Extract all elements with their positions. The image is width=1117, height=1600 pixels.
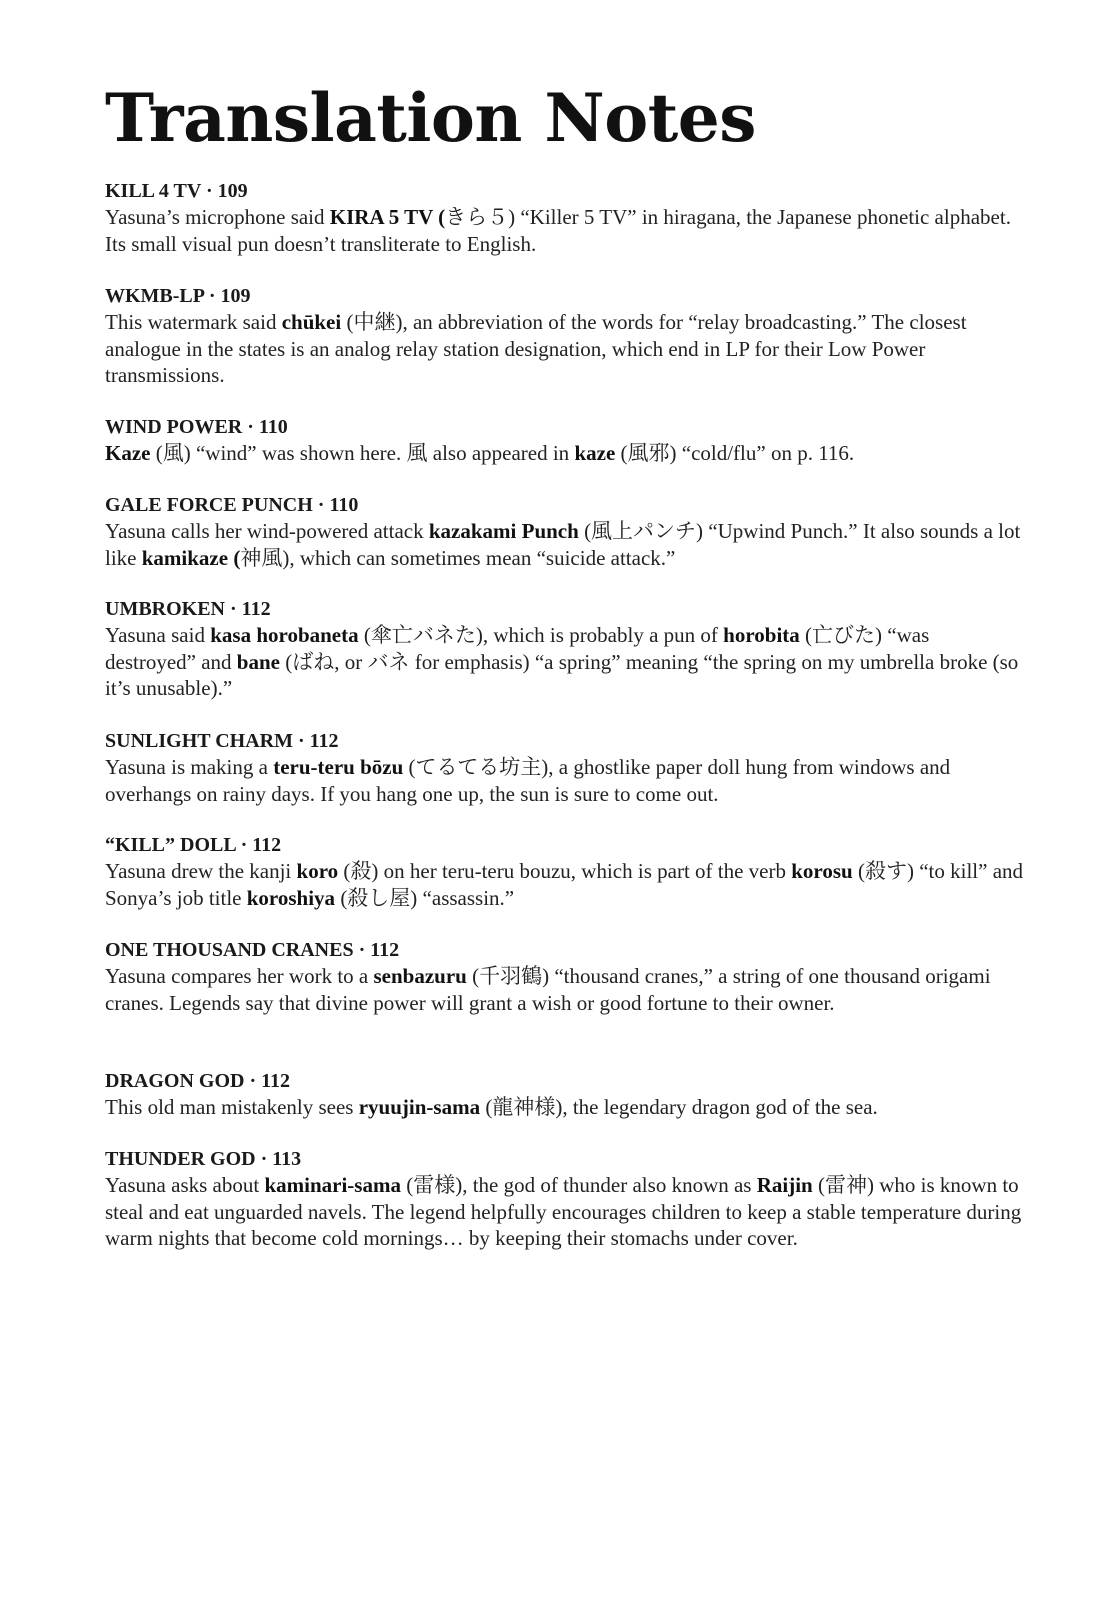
note-term: koroshiya <box>246 885 336 910</box>
note-text: Yasuna asks about <box>105 1173 265 1197</box>
note-body <box>105 858 1025 911</box>
note-gale-force-punch <box>105 492 1025 571</box>
note-text: (雷様), the god of thunder also known as <box>400 1173 757 1197</box>
note-text: (傘亡バネた), which is probably a pun of <box>358 623 724 647</box>
note-heading: DRAGON GOD · 112 <box>105 1070 291 1092</box>
note-text: (千羽鶴) “thousand cranes,” a string of one thousand origami cranes. Legends say that divine power will grant a wish or good fortune to their owner. <box>105 964 991 1015</box>
note-text: This old man mistakenly sees <box>105 1095 359 1119</box>
note-term: ryuujin-sama <box>358 1095 481 1119</box>
note-heading: WIND POWER · 110 <box>105 416 288 438</box>
note-text: Yasuna is making a <box>105 755 274 779</box>
note-dragon-god <box>105 1068 1025 1121</box>
note-thunder-god <box>105 1146 1025 1252</box>
note-body <box>105 518 1025 571</box>
note-one-thousand-cranes <box>105 937 1025 1016</box>
note-text: (ばね, or バネ for emphasis) “a spring” meaning “the spring on my umbrella broke (so it’s unusable).” <box>105 649 1019 700</box>
note-wind-power <box>105 414 1025 467</box>
note-sunlight-charm <box>105 728 1025 807</box>
note-heading: WKMB-LP · 109 <box>105 285 251 307</box>
note-text: きら５) “Killer 5 TV” in hiragana, the Japanese phonetic alphabet. Its small visual pun doesn’t transliterate to English. <box>105 205 1011 256</box>
note-text: Yasuna drew the kanji <box>105 859 297 883</box>
note-term: kamikaze ( <box>141 545 241 570</box>
note-term: kasa horobaneta <box>210 623 359 647</box>
note-text: (てるてる坊主), a ghostlike paper doll hung from windows and overhangs on rainy days. If you hang one up, the sun is sure to come out. <box>105 755 951 806</box>
note-term: kaze <box>574 441 616 465</box>
note-heading: GALE FORCE PUNCH · 110 <box>105 494 359 516</box>
note-text: Yasuna’s microphone said <box>105 205 330 229</box>
note-heading: ONE THOUSAND CRANES · 112 <box>105 939 400 961</box>
note-text: Yasuna said <box>105 623 211 647</box>
note-text: (雷神) who is known to steal and eat unguarded navels. The legend helpfully encourages children to keep a stable temperature during warm nights that become cold mornings… by keeping their stomachs under cover. <box>105 1173 1022 1250</box>
note-text: (龍神様), the legendary dragon god of the sea. <box>480 1095 878 1119</box>
note-term: bane <box>236 649 280 674</box>
note-text: (風) “wind” was shown here. 風 also appeared in <box>150 441 575 465</box>
note-term: senbazuru <box>373 964 467 988</box>
note-body <box>105 1094 1025 1121</box>
note-term: kaminari-sama <box>264 1173 401 1197</box>
note-kill-4-tv <box>105 178 1025 257</box>
note-text: Yasuna compares her work to a <box>105 964 374 988</box>
note-kill-doll <box>105 832 1025 911</box>
note-term: kazakami Punch <box>428 519 579 543</box>
note-text: (中継), an abbreviation of the words for “relay broadcasting.” The closest analogue in the states is an analog relay station designation, which end in LP for their Low Power transmissions. <box>105 310 967 387</box>
note-heading: KILL 4 TV · 109 <box>105 180 248 202</box>
note-text: (殺し屋) “assassin.” <box>335 885 515 910</box>
note-heading: THUNDER GOD · 113 <box>105 1148 302 1170</box>
note-term: horobita <box>723 623 800 647</box>
note-term: chūkei <box>281 310 342 334</box>
note-term: teru-teru bōzu <box>273 755 404 779</box>
note-body <box>105 440 1025 467</box>
note-text: This watermark said <box>105 310 282 334</box>
note-term: KIRA 5 TV ( <box>329 205 446 229</box>
note-text: Yasuna calls her wind-powered attack <box>105 519 429 543</box>
note-umbroken <box>105 596 1025 702</box>
note-wkmb-lp <box>105 283 1025 389</box>
note-text: 神風), which can sometimes mean “suicide attack.” <box>240 545 676 570</box>
note-body <box>105 309 1025 389</box>
note-text: (亡びた) “was destroyed” and <box>105 623 930 674</box>
note-term: Raijin <box>756 1173 813 1197</box>
note-text: (殺) on her teru-teru bouzu, which is part of the verb <box>338 859 792 883</box>
note-text: (風邪) “cold/flu” on p. 116. <box>615 441 855 465</box>
note-text: (殺す) “to kill” and Sonya’s job title <box>105 859 1024 910</box>
note-text: (風上パンチ) “Upwind Punch.” It also sounds a lot like <box>105 519 1021 570</box>
note-term: Kaze <box>105 441 151 465</box>
note-heading: “KILL” DOLL · 112 <box>105 834 282 856</box>
note-body <box>105 204 1025 257</box>
page-title: Translation Notes <box>105 79 756 157</box>
note-heading: SUNLIGHT CHARM · 112 <box>105 730 339 752</box>
note-term: korosu <box>791 859 853 883</box>
note-term: koro <box>296 859 339 883</box>
note-body <box>105 622 1025 702</box>
note-heading: UMBROKEN · 112 <box>105 598 271 620</box>
note-body <box>105 1172 1025 1252</box>
note-body <box>105 754 1025 807</box>
note-body <box>105 963 1025 1016</box>
